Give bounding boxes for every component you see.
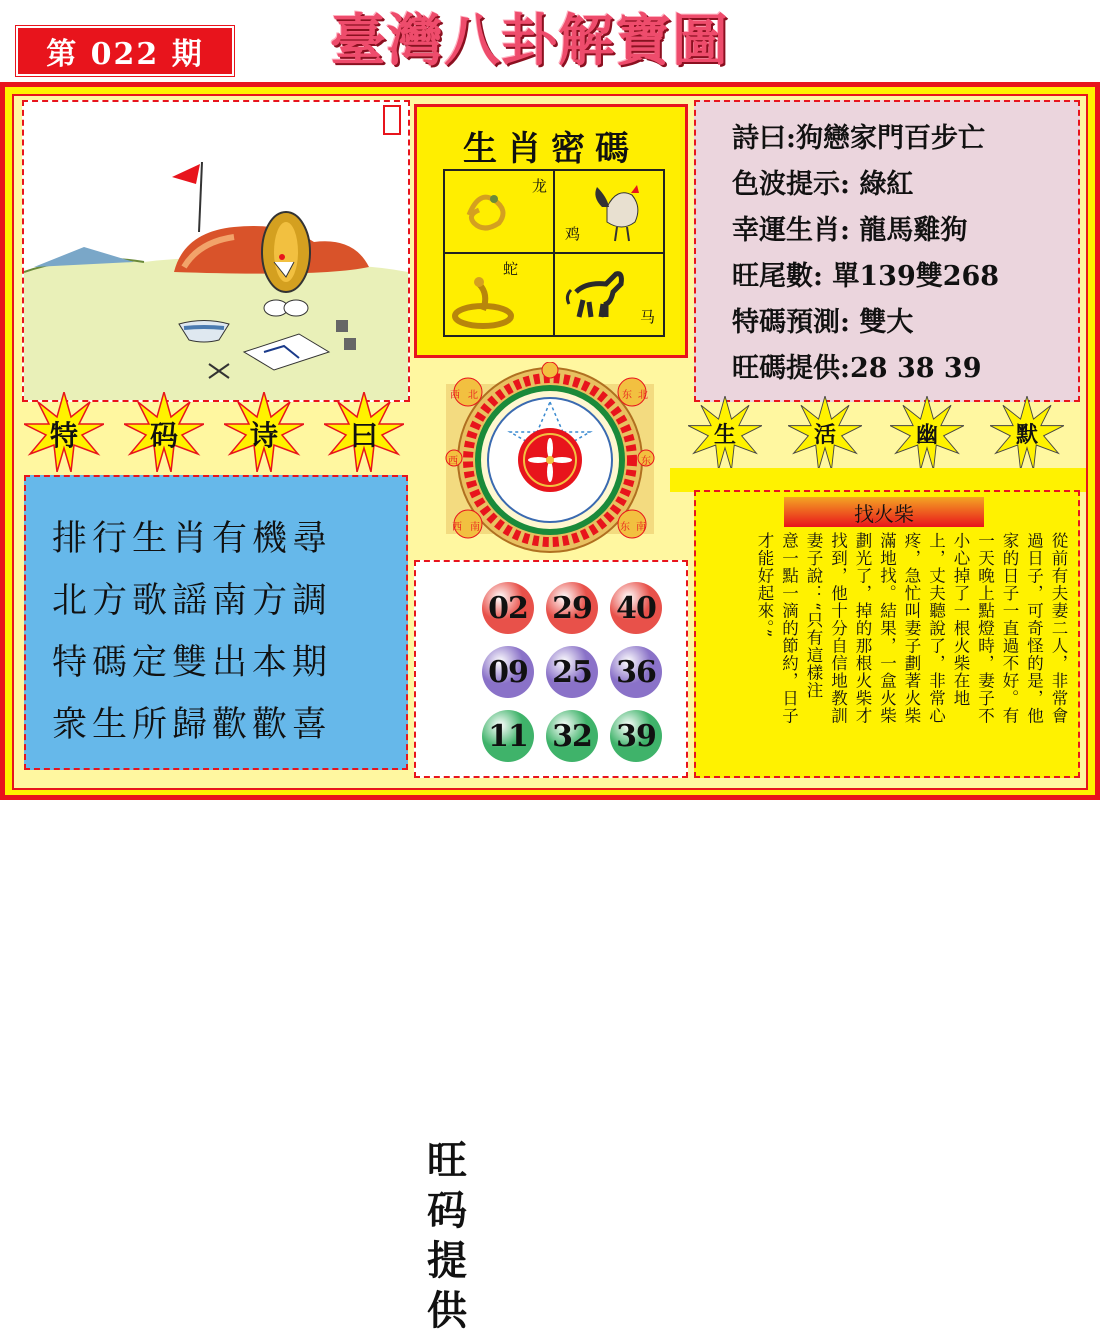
cartoon-scene-icon [24,102,408,400]
star-label: 幽 [915,422,938,448]
story-column: 過日子，可奇怪的是，他 [1024,532,1044,725]
story-column: 家的日子一直過不好。有 [1000,532,1019,725]
number-ball: 25 [546,646,598,698]
zodiac-label: 龙 [531,177,547,195]
issue-badge: 第 022 期 [16,26,234,76]
title-char: 提 [427,1237,467,1284]
story-column: 才能好起來。” [755,532,774,639]
zodiac-cell-rooster [554,170,664,253]
poem-line: 排行生肖有機尋 [52,519,333,559]
compass-label: 西 [452,522,462,533]
zodiac-cell-dragon [444,170,554,253]
number-ball: 40 [610,582,662,634]
star-label: 码 [149,419,178,452]
special-code-poem-panel [24,475,408,770]
story-column: 小心掉了一根火柴在地 [951,532,970,707]
snake-icon [449,274,519,334]
compass-label: 西 [450,390,460,401]
zodiac-grid [443,169,665,337]
dragon-icon [459,185,519,235]
compass-label: 东 [622,390,632,401]
title-char: 旺 [427,1137,467,1184]
number-ball: 09 [482,646,534,698]
compass-label: 南 [470,522,480,533]
story-column: 劃光了，掉的那根火柴才 [853,532,872,725]
cartoon-illustration [22,100,410,402]
hot-numbers: 旺碼提供:28 38 39 [732,353,982,384]
story-column: 從前有夫妻二人，非常會 [1049,532,1068,725]
hot-numbers-title [422,1136,472,1336]
zodiac-label: 蛇 [503,260,519,278]
story-column: 找到，他十分自信地教訓 [828,532,848,725]
story-column: 一天晚上點燈時，妻子不 [975,532,995,725]
story-column: 疼，急忙叫妻子劃著火柴 [902,532,921,725]
number-ball: 29 [546,582,598,634]
zodiac-cell-horse [554,253,664,336]
star-label: 生 [713,422,736,448]
lucky-zodiac: 幸運生肖: 龍馬雞狗 [732,215,968,246]
compass-label: 北 [468,390,478,401]
page-title: 臺灣八卦解寶圖 [330,8,729,74]
special-prediction: 特碼預測: 雙大 [732,307,914,338]
zodiac-code-panel [414,104,688,358]
number-ball: 36 [610,646,662,698]
zodiac-cell-snake [444,253,554,336]
prediction-info-panel [694,100,1080,402]
number-ball: 32 [546,710,598,762]
zodiac-code-title: 生肖密碼 [463,129,639,169]
poem-line: 特碼定雙出本期 [52,643,333,683]
star-label: 曰 [349,419,378,452]
story-column: 意一點一滴的節約，日子 [779,532,799,725]
story-column: 妻子說：“只有這樣注 [804,532,823,699]
star-label: 默 [1015,422,1038,448]
rooster-icon [587,177,657,247]
story-column: 上，丈夫聽說了，非常心 [926,532,946,725]
story-column: 滿地找。結果，一盒火柴 [877,532,897,725]
poem-line: 北方歌謡南方調 [52,581,333,621]
star-label: 活 [813,422,836,448]
compass-label: 东 [620,522,630,533]
poem-line: 衆生所歸歡歡喜 [52,705,333,745]
number-ball: 11 [482,710,534,762]
compass-label: 北 [638,390,648,401]
story-header-band [670,468,1086,492]
tail-numbers: 旺尾數: 單139雙268 [732,261,1000,292]
star-label: 特 [49,419,78,452]
number-ball: 02 [482,582,534,634]
title-char: 供 [427,1287,467,1334]
title-char: 码 [427,1187,467,1234]
hot-numbers-panel [414,560,688,1334]
horse-icon [561,262,641,322]
compass-label: 东 [641,456,651,467]
story-title: 找火柴 [784,497,984,527]
number-ball: 39 [610,710,662,762]
color-hint: 色波提示: 綠紅 [732,169,914,200]
zodiac-label: 鸡 [565,225,581,243]
compass-label: 西 [448,456,458,467]
bagua-compass [440,362,660,554]
compass-label: 南 [636,522,646,533]
zodiac-label: 马 [639,308,655,326]
poem-line: 詩曰:狗戀家門百步亡 [732,123,985,154]
star-label: 诗 [249,419,278,452]
